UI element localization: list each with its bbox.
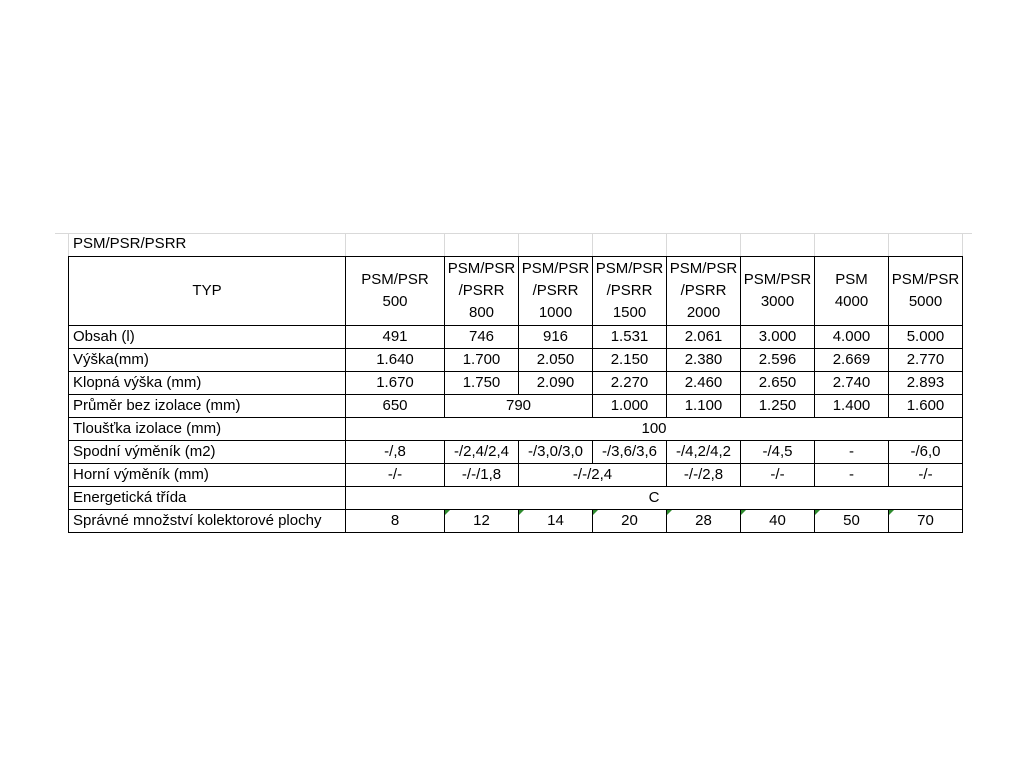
- table-cell[interactable]: 1.750: [445, 372, 519, 395]
- table-cell[interactable]: -/4,5: [741, 441, 815, 464]
- table-cell[interactable]: 650: [346, 395, 445, 418]
- table-cell[interactable]: 1.000: [593, 395, 667, 418]
- column-header-line: 5000: [908, 293, 943, 310]
- row-label[interactable]: Energetická třída: [69, 487, 346, 510]
- table-cell[interactable]: 2.770: [889, 349, 963, 372]
- table-cell[interactable]: 4.000: [815, 326, 889, 349]
- column-header-cell[interactable]: [593, 257, 667, 326]
- table-cell[interactable]: 2.669: [815, 349, 889, 372]
- table-cell[interactable]: 28: [667, 510, 741, 533]
- table-cell[interactable]: -/-/2,8: [667, 464, 741, 487]
- table-cell[interactable]: 1.700: [445, 349, 519, 372]
- column-header-line: 3000: [760, 293, 795, 310]
- table-cell[interactable]: 2.650: [741, 372, 815, 395]
- column-header-cell[interactable]: [519, 257, 593, 326]
- row-label[interactable]: Správné množství kolektorové plochy: [69, 510, 346, 533]
- table-cell[interactable]: -/6,0: [889, 441, 963, 464]
- column-header-line: PSM/PSR: [595, 260, 664, 277]
- merged-cell[interactable]: 790: [445, 395, 593, 418]
- header-row: [69, 257, 963, 326]
- column-header-line: 500: [382, 293, 408, 310]
- table-cell[interactable]: 1.250: [741, 395, 815, 418]
- type-header-cell[interactable]: [69, 257, 346, 326]
- table-cell[interactable]: 1.670: [346, 372, 445, 395]
- table-row-horni: [69, 464, 963, 487]
- table-row-kolektor: [69, 510, 963, 533]
- table-row-tloustka: [69, 418, 963, 441]
- table-cell[interactable]: 8: [346, 510, 445, 533]
- column-header-line: /PSRR: [532, 282, 579, 299]
- title-row: [55, 233, 972, 256]
- column-header-cell[interactable]: [667, 257, 741, 326]
- table-cell[interactable]: 1.600: [889, 395, 963, 418]
- column-header-line: PSM: [835, 271, 868, 288]
- row-label[interactable]: Tloušťka izolace (mm): [69, 418, 346, 441]
- table-cell[interactable]: 2.740: [815, 372, 889, 395]
- sheet-title[interactable]: PSM/PSR/PSRR: [73, 235, 187, 252]
- table-cell[interactable]: 5.000: [889, 326, 963, 349]
- column-header-line: PSM/PSR: [743, 271, 812, 288]
- merged-cell[interactable]: 100: [346, 418, 963, 441]
- table-cell[interactable]: -: [815, 464, 889, 487]
- column-header-line: 4000: [834, 293, 869, 310]
- table-cell[interactable]: 2.380: [667, 349, 741, 372]
- table-cell[interactable]: 14: [519, 510, 593, 533]
- type-header-label: TYP: [192, 282, 222, 299]
- table-cell[interactable]: 2.061: [667, 326, 741, 349]
- merged-cell[interactable]: -/-/2,4: [519, 464, 667, 487]
- column-header-line: PSM/PSR: [891, 271, 960, 288]
- table-row-spodni: [69, 441, 963, 464]
- column-header-line: PSM/PSR: [669, 260, 738, 277]
- table-cell[interactable]: 3.000: [741, 326, 815, 349]
- table-cell[interactable]: 2.893: [889, 372, 963, 395]
- table-row-energ: [69, 487, 963, 510]
- column-header-cell[interactable]: [889, 257, 963, 326]
- column-header-cell[interactable]: [346, 257, 445, 326]
- table-cell[interactable]: 12: [445, 510, 519, 533]
- row-label[interactable]: Klopná výška (mm): [69, 372, 346, 395]
- column-header-line: 1000: [538, 304, 573, 321]
- table-cell[interactable]: 1.531: [593, 326, 667, 349]
- table-cell[interactable]: 2.596: [741, 349, 815, 372]
- column-header-cell[interactable]: [445, 257, 519, 326]
- table-cell[interactable]: 746: [445, 326, 519, 349]
- row-label[interactable]: Průměr bez izolace (mm): [69, 395, 346, 418]
- table-cell[interactable]: -/-: [889, 464, 963, 487]
- table-cell[interactable]: 1.400: [815, 395, 889, 418]
- row-label[interactable]: Obsah (l): [69, 326, 346, 349]
- table-cell[interactable]: 2.150: [593, 349, 667, 372]
- column-header-line: PSM/PSR: [521, 260, 590, 277]
- table-cell[interactable]: -: [815, 441, 889, 464]
- table-row-klopna: [69, 372, 963, 395]
- merged-cell[interactable]: C: [346, 487, 963, 510]
- table-row-prumer: [69, 395, 963, 418]
- column-header-line: /PSRR: [680, 282, 727, 299]
- table-cell[interactable]: 916: [519, 326, 593, 349]
- table-cell[interactable]: -/3,0/3,0: [519, 441, 593, 464]
- table-cell[interactable]: 70: [889, 510, 963, 533]
- table-cell[interactable]: -/-: [346, 464, 445, 487]
- table-cell[interactable]: 2.050: [519, 349, 593, 372]
- table-row-obsah: [69, 326, 963, 349]
- table-cell[interactable]: -/2,4/2,4: [445, 441, 519, 464]
- table-cell[interactable]: 2.460: [667, 372, 741, 395]
- table-cell[interactable]: 2.270: [593, 372, 667, 395]
- table-cell[interactable]: 2.090: [519, 372, 593, 395]
- row-label[interactable]: Spodní výměník (m2): [69, 441, 346, 464]
- row-label[interactable]: Horní výměník (mm): [69, 464, 346, 487]
- column-header-cell[interactable]: [741, 257, 815, 326]
- column-header-line: 1500: [612, 304, 647, 321]
- table-cell[interactable]: -/3,6/3,6: [593, 441, 667, 464]
- table-cell[interactable]: 40: [741, 510, 815, 533]
- column-header-line: PSM/PSR: [361, 271, 429, 288]
- column-header-cell[interactable]: [815, 257, 889, 326]
- table-cell[interactable]: 491: [346, 326, 445, 349]
- column-header-line: /PSRR: [458, 282, 505, 299]
- column-header-line: PSM/PSR: [447, 260, 516, 277]
- table-cell[interactable]: -/4,2/4,2: [667, 441, 741, 464]
- table-cell[interactable]: -/,8: [346, 441, 445, 464]
- spec-table: [68, 256, 963, 533]
- table-cell[interactable]: 1.100: [667, 395, 741, 418]
- column-header-line: 2000: [686, 304, 721, 321]
- table-cell[interactable]: -/-/1,8: [445, 464, 519, 487]
- table-cell[interactable]: 20: [593, 510, 667, 533]
- table-row-vyska: [69, 349, 963, 372]
- table-cell[interactable]: -/-: [741, 464, 815, 487]
- table-cell[interactable]: 50: [815, 510, 889, 533]
- column-header-line: 800: [468, 304, 495, 321]
- column-header-line: /PSRR: [606, 282, 653, 299]
- spreadsheet-area: [55, 233, 972, 533]
- table-cell[interactable]: 1.640: [346, 349, 445, 372]
- row-label[interactable]: Výška(mm): [69, 349, 346, 372]
